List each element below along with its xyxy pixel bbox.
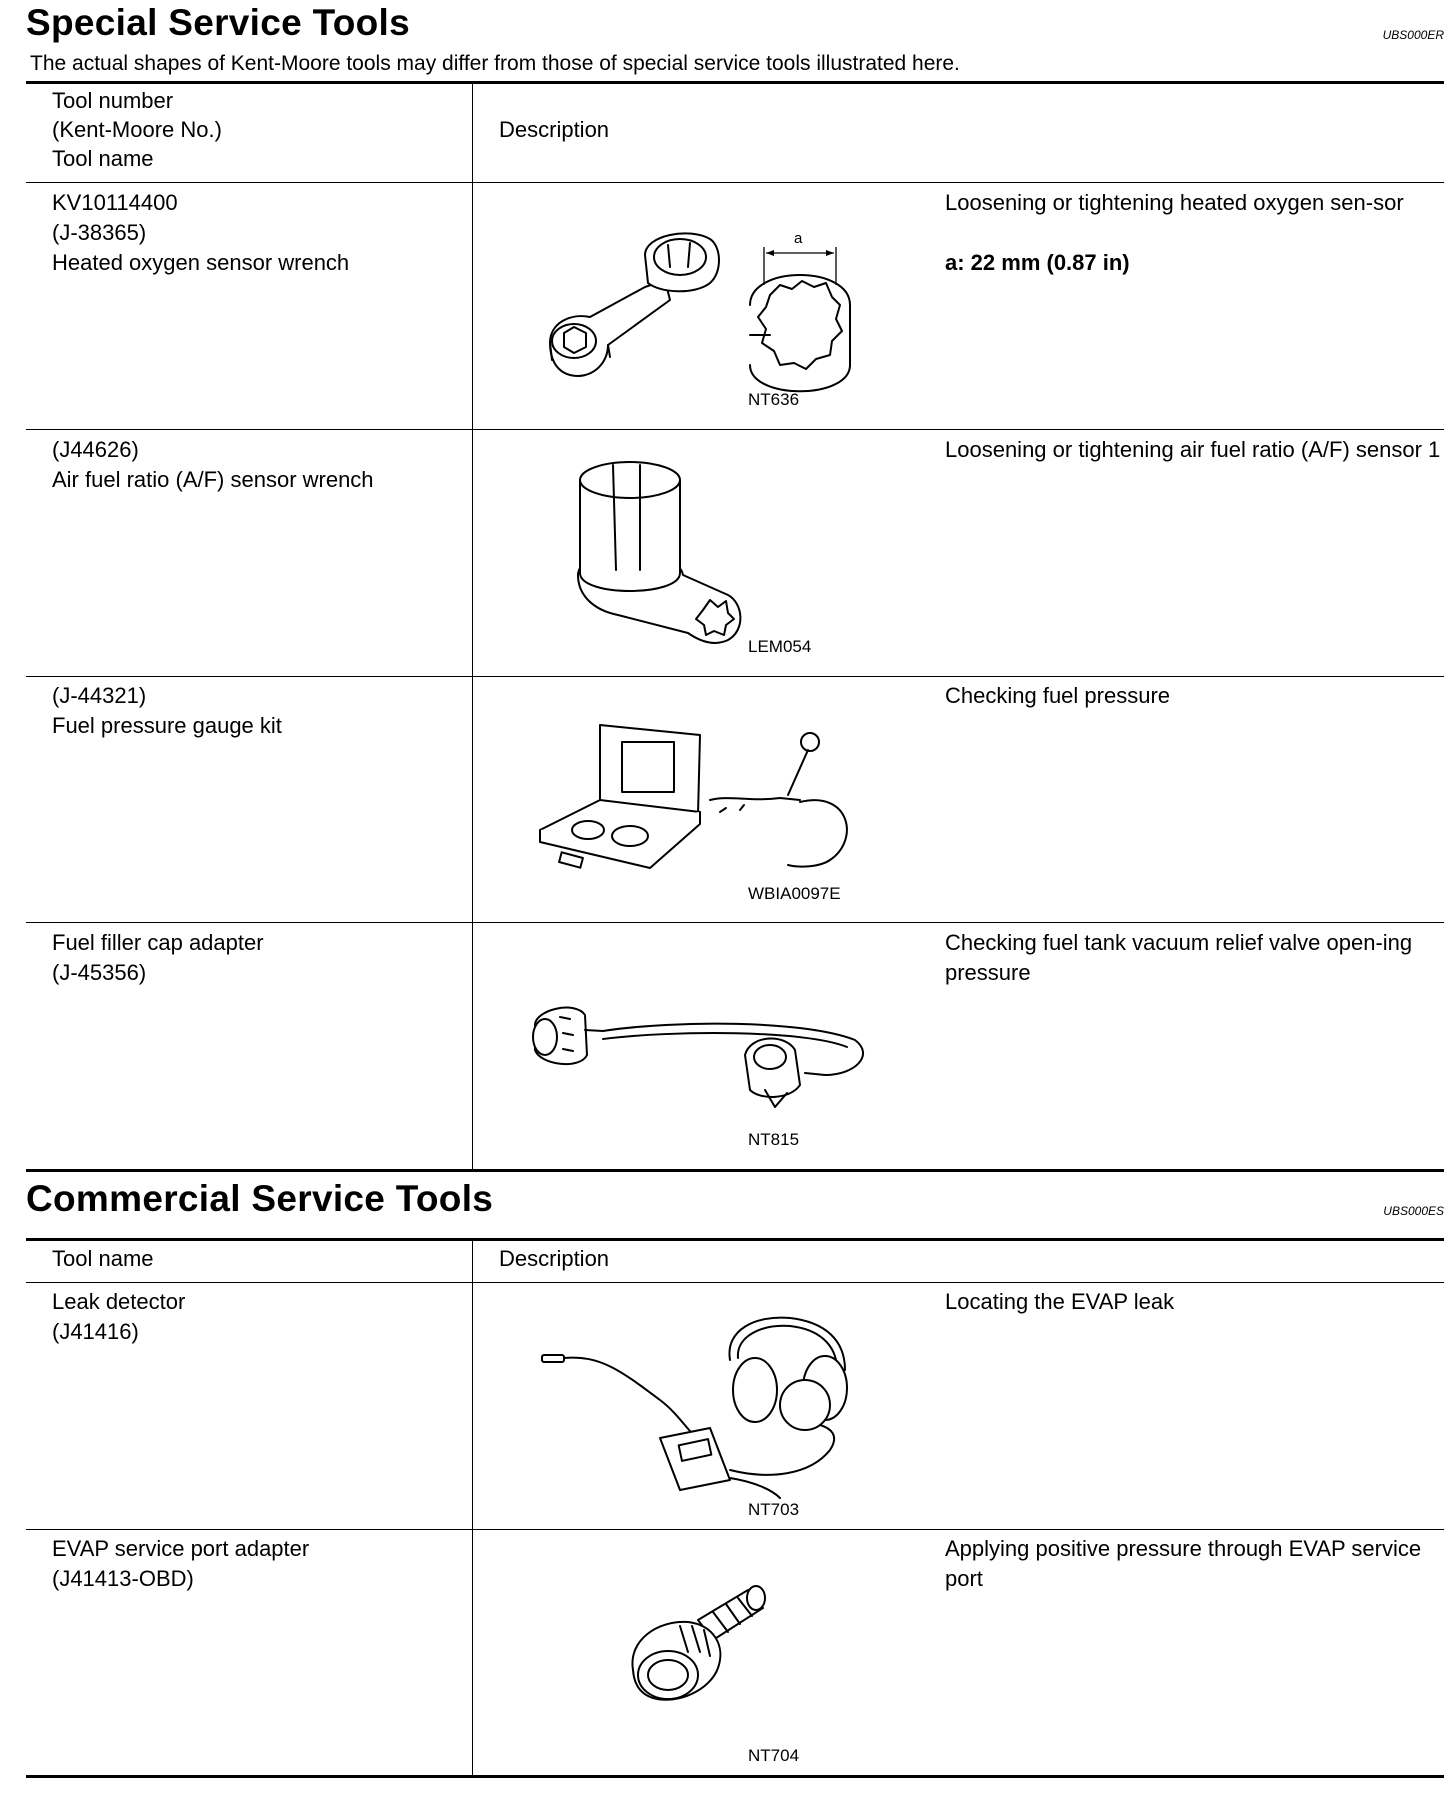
figure-code: WBIA0097E (748, 884, 841, 903)
figure-code: NT636 (748, 390, 800, 409)
commercial-column-divider (472, 1239, 473, 1776)
af-sensor-wrench-illustration (568, 455, 768, 645)
kent-moore-number: (J-45356) (52, 960, 147, 985)
header-tool-name: Tool name (52, 1246, 154, 1271)
tool-description: Loosening or tightening heated oxygen sen-sor (945, 190, 1404, 215)
fuel-pressure-gauge-kit-illustration (530, 720, 860, 880)
tool-name: Leak detector (52, 1289, 186, 1314)
commercial-tools-title: Commercial Service Tools (26, 1178, 494, 1219)
header-tool-number: Tool number (52, 88, 174, 113)
kent-moore-number: (J41413-OBD) (52, 1566, 194, 1591)
table-top-rule (26, 81, 1444, 84)
dimension-a-label: a (794, 230, 803, 247)
header-tool-name: Tool name (52, 146, 154, 171)
tool-name: Heated oxygen sensor wrench (52, 250, 350, 275)
row-divider (26, 429, 1444, 430)
tool-description: Checking fuel tank vacuum relief valve open-ing pressure (945, 930, 1413, 985)
tool-description: Loosening or tightening air fuel ratio (A/F) sensor 1 (945, 437, 1441, 462)
tool-name: Air fuel ratio (A/F) sensor wrench (52, 467, 374, 492)
kent-moore-number: (J-38365) (52, 220, 147, 245)
figure-code: NT815 (748, 1130, 800, 1149)
header-description: Description (499, 117, 610, 142)
leak-detector-illustration (540, 1310, 860, 1510)
figure-code: LEM054 (748, 637, 812, 656)
row-divider (26, 1282, 1444, 1283)
tool-name: Fuel pressure gauge kit (52, 713, 282, 738)
kent-moore-note: The actual shapes of Kent-Moore tools may differ from those of special service tools illustrated here. (30, 52, 960, 75)
row-divider (26, 922, 1444, 923)
tool-name: Fuel filler cap adapter (52, 930, 264, 955)
tool-dimension-spec: a: 22 mm (0.87 in) (945, 250, 1130, 275)
tool-number: KV10114400 (52, 190, 178, 215)
figure-code: NT704 (748, 1746, 800, 1765)
kent-moore-number: (J41416) (52, 1319, 139, 1344)
special-tools-code: UBS000ER (1382, 28, 1444, 42)
table-bottom-rule (26, 1169, 1444, 1172)
tool-description: Checking fuel pressure (945, 683, 1171, 708)
tool-description: Locating the EVAP leak (945, 1289, 1175, 1314)
row-divider (26, 182, 1444, 183)
row-divider (26, 676, 1444, 677)
tool-description: Applying positive pressure through EVAP service port (945, 1536, 1422, 1591)
commercial-tools-code: UBS000ES (1383, 1204, 1444, 1218)
row-divider (26, 1529, 1444, 1530)
header-description: Description (499, 1246, 610, 1271)
table-top-rule (26, 1238, 1444, 1241)
tool-name: EVAP service port adapter (52, 1536, 310, 1561)
kent-moore-number: (J44626) (52, 437, 139, 462)
evap-service-port-adapter-illustration (618, 1560, 778, 1720)
figure-code: NT703 (748, 1500, 800, 1519)
special-tools-title: Special Service Tools (26, 2, 411, 43)
table-bottom-rule (26, 1775, 1444, 1778)
special-column-divider (472, 82, 473, 1172)
fuel-filler-cap-adapter-illustration (525, 995, 875, 1115)
header-kent-moore-no: (Kent-Moore No.) (52, 117, 222, 142)
oxygen-sensor-wrench-illustration (530, 225, 860, 415)
kent-moore-number: (J-44321) (52, 683, 147, 708)
